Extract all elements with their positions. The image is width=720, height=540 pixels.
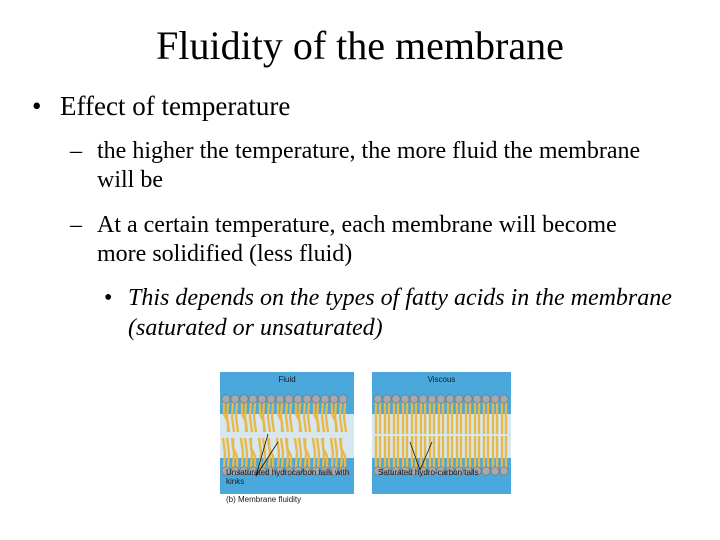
- viscous-label: Viscous: [427, 375, 456, 384]
- lipid-head: [321, 395, 329, 403]
- lipid-head: [330, 395, 338, 403]
- lipid-head: [428, 395, 436, 403]
- lipid-head: [285, 395, 293, 403]
- lipid-head: [491, 395, 499, 403]
- lipid-head: [392, 395, 400, 403]
- lipid-head: [464, 395, 472, 403]
- membrane-fluidity-figure: [220, 372, 512, 508]
- viscous-membrane-panel: [372, 372, 511, 494]
- lipid-head: [222, 395, 230, 403]
- lipid-head: [455, 395, 463, 403]
- figure-caption: (b) Membrane fluidity: [226, 495, 302, 504]
- bullet-marker: •: [104, 285, 113, 311]
- saturated-tails-note: Saturated hydro-carbon tails: [378, 468, 479, 477]
- lipid-head: [383, 395, 391, 403]
- lipid-head: [276, 395, 284, 403]
- bullet-marker: •: [32, 91, 42, 121]
- sub-bullet-text: At a certain temperature, each membrane will become more solidified (less fluid): [97, 212, 617, 267]
- lipid-head: [500, 395, 508, 403]
- lipid-head: [231, 395, 239, 403]
- lipid-head: [339, 395, 347, 403]
- lipid-head: [258, 395, 266, 403]
- lipid-head: [482, 395, 490, 403]
- lipid-head: [410, 395, 418, 403]
- lipid-head: [303, 395, 311, 403]
- lipid-head: [473, 395, 481, 403]
- lipid-head: [419, 395, 427, 403]
- lipid-head: [374, 395, 382, 403]
- sub-bullet-text: the higher the temperature, the more fluid the membrane will be: [97, 138, 641, 193]
- lipid-head: [437, 395, 445, 403]
- sub-sub-bullet-text: This depends on the types of fatty acids in the membrane (saturated or unsaturated): [128, 285, 672, 341]
- fluid-label: Fluid: [278, 375, 296, 384]
- bullet-text: Effect of temperature: [60, 91, 291, 121]
- lipid-head: [312, 395, 320, 403]
- lipid-head: [240, 395, 248, 403]
- lipid-head: [249, 395, 257, 403]
- lipid-head: [294, 395, 302, 403]
- fluid-membrane-panel: [220, 372, 354, 494]
- dash-marker: –: [70, 212, 82, 238]
- unsaturated-tails-note: Unsaturated hydrocarbon tails with kinks: [226, 468, 350, 486]
- dash-marker: –: [70, 138, 82, 164]
- lipid-head: [401, 395, 409, 403]
- lipid-head: [446, 395, 454, 403]
- lipid-head: [267, 395, 275, 403]
- slide-title: Fluidity of the membrane: [156, 23, 564, 68]
